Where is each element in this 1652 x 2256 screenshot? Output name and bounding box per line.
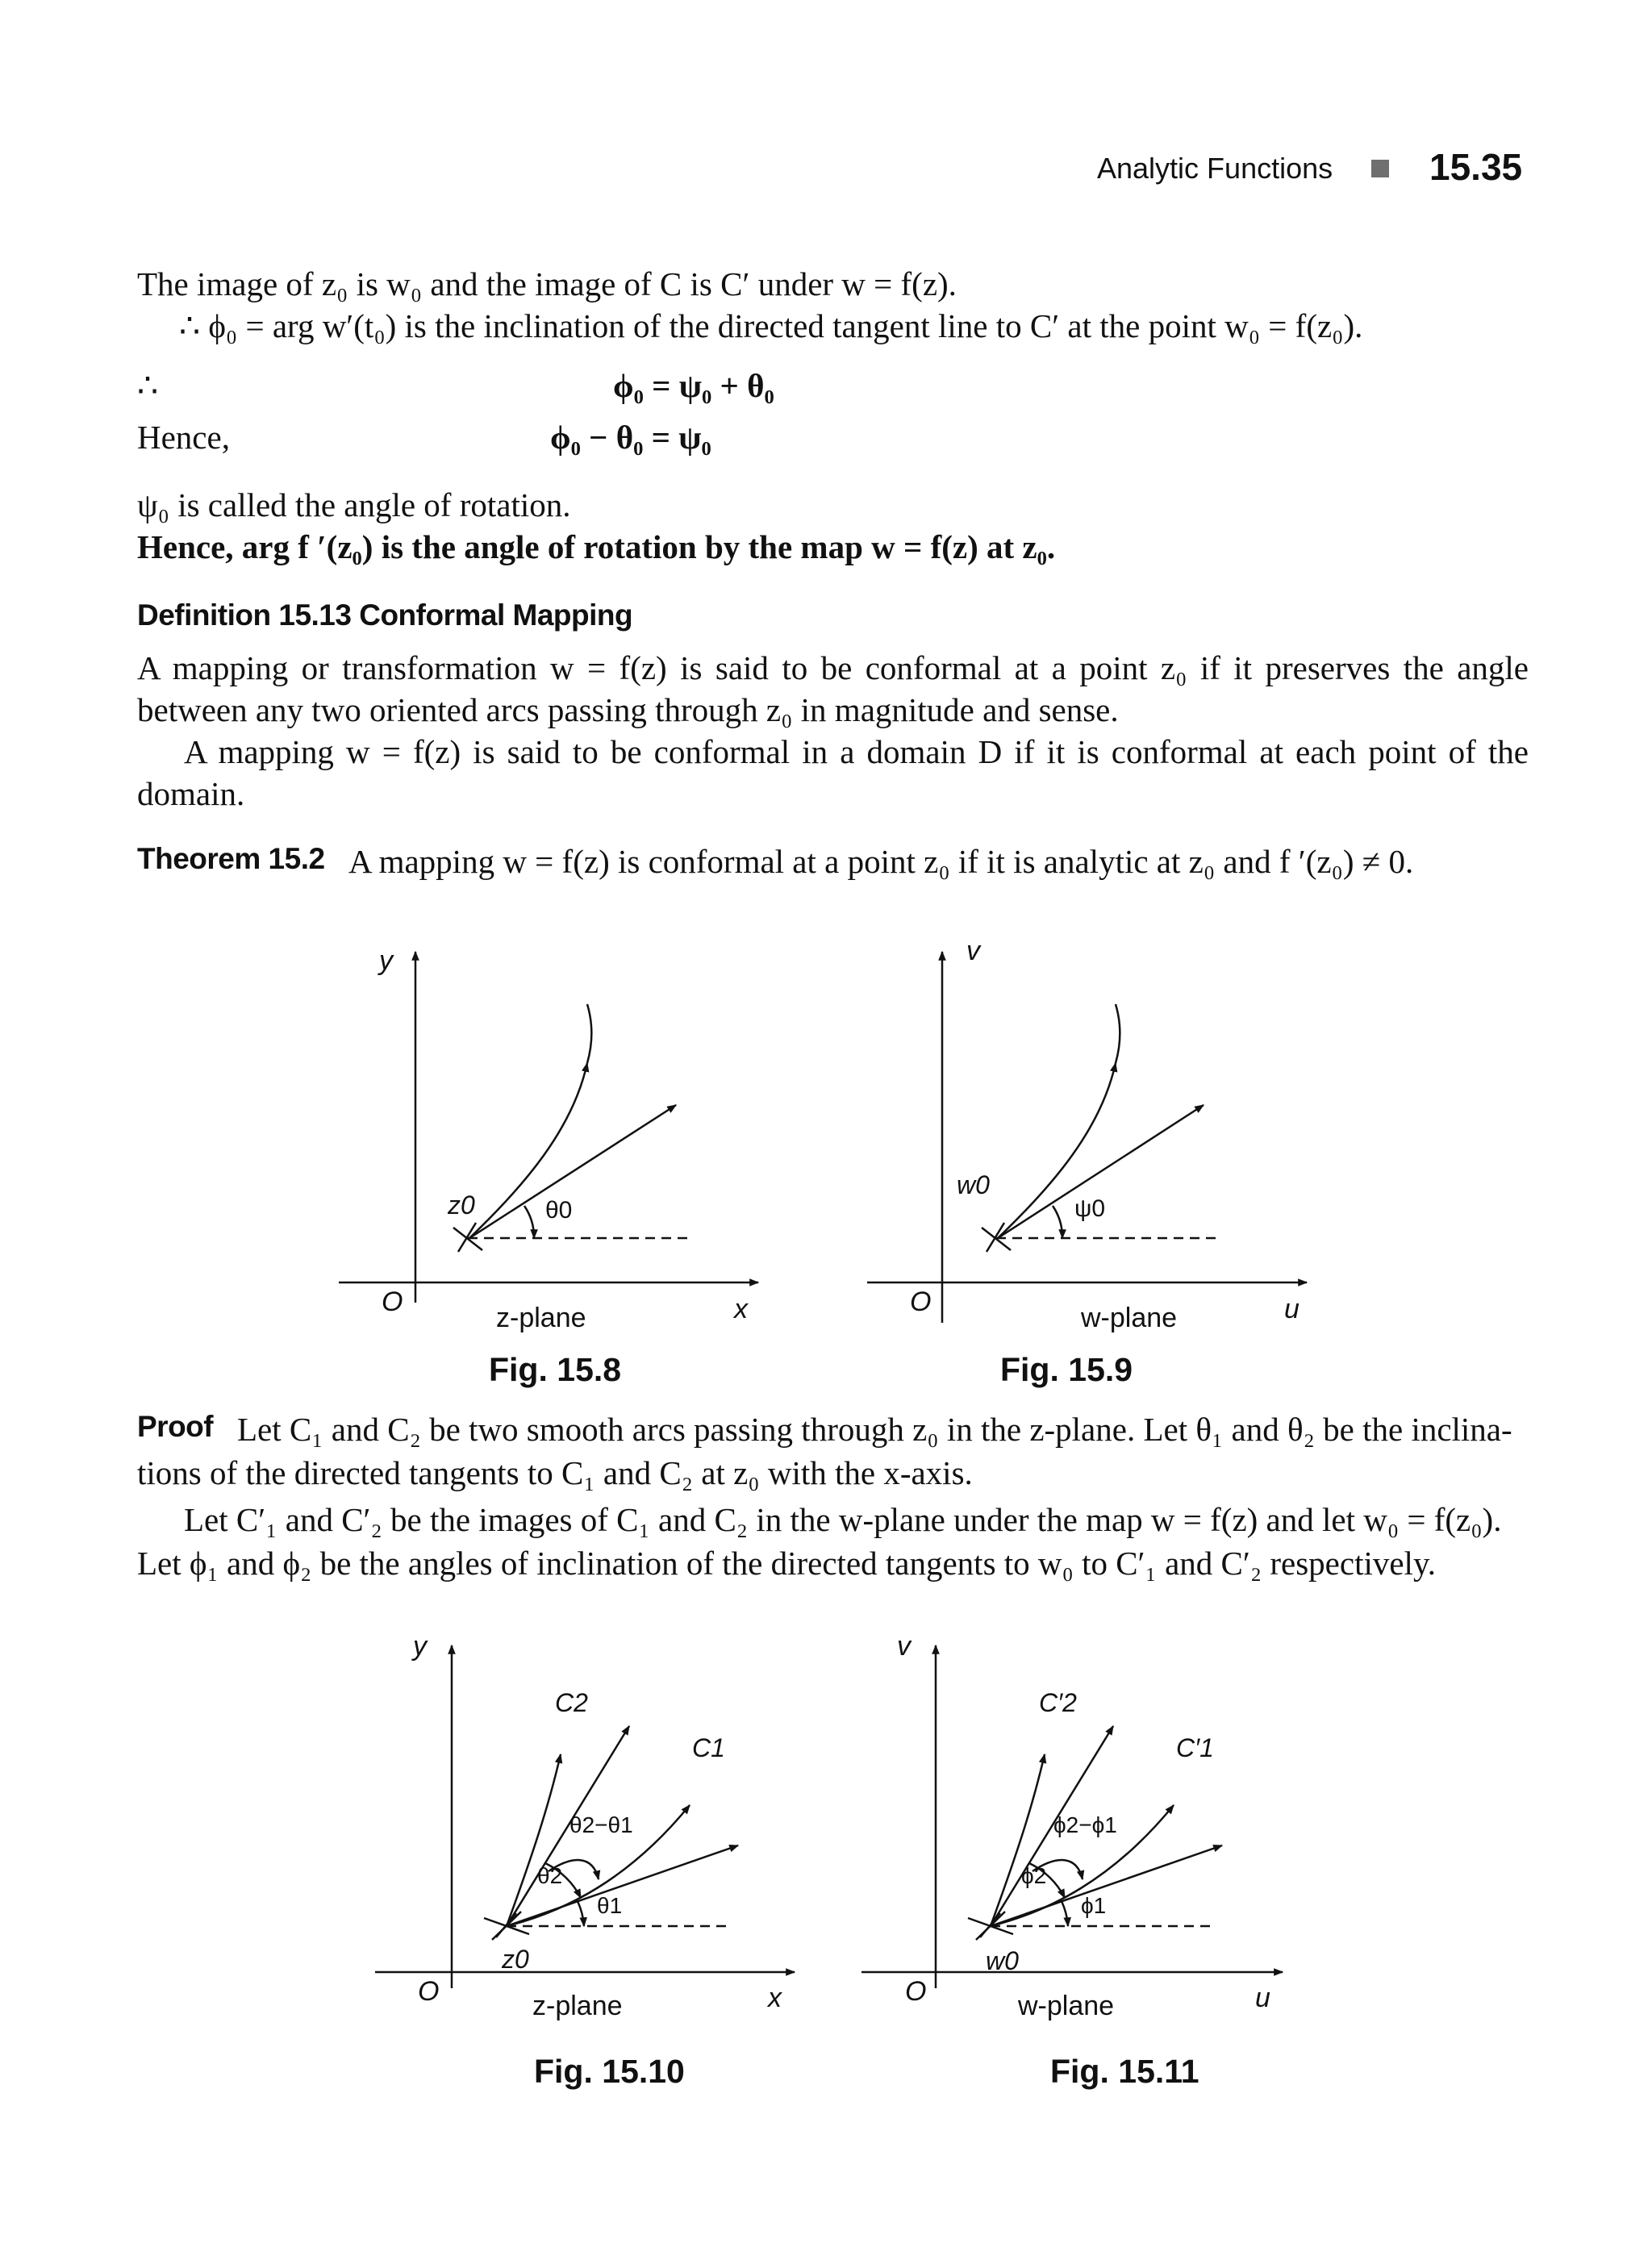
fig8-point-label: z0 — [448, 1191, 475, 1220]
fig8-curve-tail — [587, 1004, 591, 1063]
fig11-curve-c2-prime — [991, 1754, 1045, 1926]
hence-label: Hence, — [137, 419, 230, 456]
fig11-plane-label: w-plane — [1018, 1991, 1115, 2021]
fig9-caption: Fig. 15.9 — [1000, 1351, 1133, 1388]
fig8-plane-label: z-plane — [496, 1303, 586, 1333]
rotation-line1: ψ₀ is called the angle of rotation. — [137, 486, 571, 523]
definition-paragraph2-line2: domain. — [137, 775, 245, 812]
proof-label: Proof — [137, 1410, 214, 1443]
proof-line2: tions of the directed tangents to C₁ and C₂ at z₀ with the x-axis. — [137, 1454, 973, 1491]
rotation-line2: Hence, arg f ′(z₀) is the angle of rotation by the map w = f(z) at z₀. — [137, 528, 1056, 565]
figures-15-8-15-9 — [0, 928, 1652, 1395]
fig9-plane-label: w-plane — [1081, 1303, 1178, 1333]
theorem-text: A mapping w = f(z) is conformal at a point z₀ if it is analytic at z₀ and f ′(z₀) ≠ 0. — [348, 843, 1414, 880]
para1-line1: The image of z₀ is w₀ and the image of C is C′ under w = f(z). — [137, 265, 957, 302]
fig11-u-label: u — [1255, 1983, 1270, 2013]
fig9-angle-label: ψ0 — [1074, 1195, 1106, 1222]
fig11-phi2-label: ϕ2 — [1021, 1863, 1047, 1888]
fig10-x-label: x — [768, 1983, 782, 2013]
fig10-point-label: z0 — [502, 1945, 529, 1974]
fig8-angle-arc — [524, 1206, 534, 1238]
running-title: Analytic Functions — [1097, 152, 1333, 185]
fig11-angle-diff-label: ϕ2−ϕ1 — [1053, 1812, 1117, 1837]
fig11-angle-phi1-arc — [1062, 1901, 1068, 1926]
fig-15-8 — [339, 952, 758, 1303]
fig10-angle-theta1-arc — [578, 1901, 584, 1926]
fig11-v-label: v — [897, 1631, 911, 1662]
figures-15-10-15-11 — [0, 1621, 1652, 2105]
fig11-c2-prime-label: C′2 — [1039, 1688, 1077, 1717]
para1-line2: ∴ ϕ₀ = arg w′(t₀) is the inclination of the directed tangent line to C′ at the point w₀ = f(z₀). — [179, 307, 1363, 344]
fig9-point-label: w0 — [957, 1170, 990, 1199]
fig8-tangent-line — [469, 1105, 676, 1238]
fig9-v-label: v — [966, 936, 980, 966]
fig11-c1-prime-label: C′1 — [1176, 1733, 1214, 1762]
definition-paragraph: A mapping or transformation w = f(z) is said to be conformal at a point z₀ if it preserves the angle between any two oriented arcs passing through z₀ in magnitude and sense. — [137, 649, 1529, 728]
fig10-plane-label: z-plane — [532, 1991, 623, 2021]
fig8-y-label: y — [379, 945, 393, 976]
therefore-symbol: ∴ — [137, 367, 159, 404]
equation-phi-psi-theta: ϕ₀ = ψ₀ + θ₀ — [613, 367, 774, 404]
definition-heading: Definition 15.13 Conformal Mapping — [137, 598, 633, 632]
fig-15-9 — [867, 952, 1307, 1323]
fig9-u-label: u — [1284, 1294, 1299, 1324]
fig10-theta2-label: θ2 — [537, 1863, 563, 1888]
fig10-angle-diff-label: θ2−θ1 — [569, 1812, 633, 1837]
fig9-origin-label: O — [910, 1286, 932, 1317]
fig10-origin-label: O — [418, 1976, 440, 2007]
fig10-theta1-label: θ1 — [597, 1893, 623, 1918]
fig10-c1-label: C1 — [692, 1733, 725, 1762]
fig10-curve-c2 — [507, 1754, 561, 1926]
fig10-c2-label: C2 — [555, 1688, 588, 1717]
proof-line3: Let C′₁ and C′₂ be the images of C₁ and C₂ in the w-plane under the map w = f(z) and let w₀ = f(z₀). — [184, 1501, 1502, 1538]
fig9-curve-tail — [1116, 1004, 1120, 1063]
proof-line1: Let C₁ and C₂ be two smooth arcs passing through z₀ in the z-plane. Let θ₁ and θ₂ be the inclina- — [237, 1411, 1512, 1448]
fig8-origin-label: O — [382, 1286, 403, 1317]
definition-paragraph2-line1: A mapping w = f(z) is said to be conformal in a domain D if it is conformal at each point of the — [184, 733, 1529, 770]
page-number: 15.35 — [1429, 146, 1523, 188]
fig8-caption: Fig. 15.8 — [489, 1351, 622, 1388]
proof-line4: Let ϕ₁ and ϕ₂ be the angles of inclination of the directed tangents to w₀ to C′₁ and C′₂ respectively. — [137, 1545, 1437, 1582]
fig11-caption: Fig. 15.11 — [1050, 2053, 1199, 2090]
fig11-origin-label: O — [905, 1976, 927, 2007]
fig10-y-label: y — [413, 1631, 427, 1662]
fig11-phi1-label: ϕ1 — [1081, 1893, 1107, 1918]
fig9-angle-arc — [1053, 1206, 1062, 1238]
fig11-point-label: w0 — [986, 1946, 1019, 1975]
header-square-ornament — [1371, 160, 1389, 177]
fig10-caption: Fig. 15.10 — [534, 2053, 685, 2090]
fig8-x-label: x — [734, 1294, 748, 1324]
equation-phi-minus-theta: ϕ₀ − θ₀ = ψ₀ — [550, 419, 711, 456]
theorem-label: Theorem 15.2 — [137, 842, 325, 875]
fig8-angle-label: θ0 — [545, 1197, 573, 1224]
